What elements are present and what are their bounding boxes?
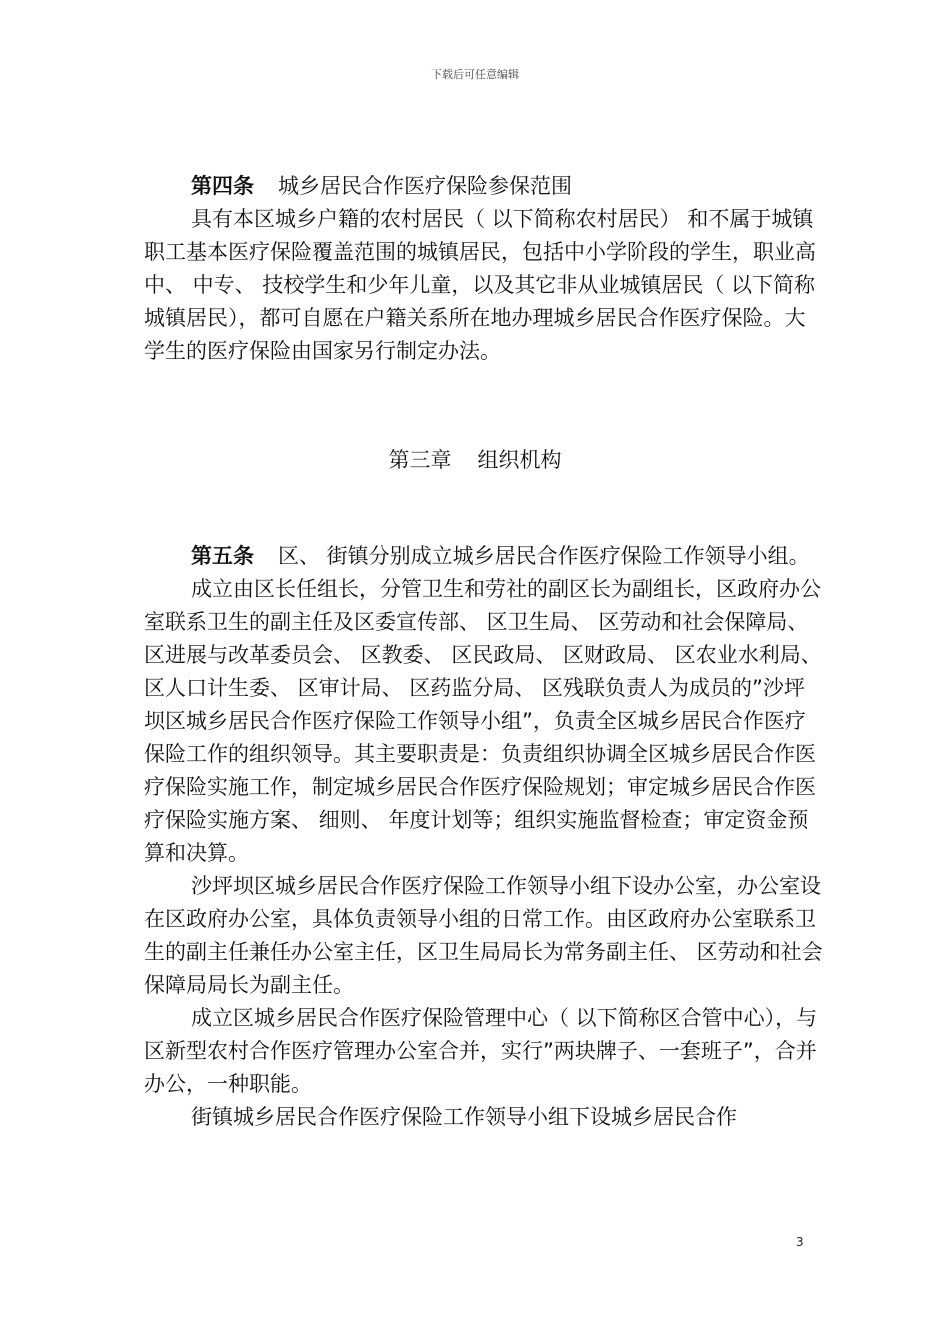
article-5-heading	[144, 540, 824, 573]
article-title: 城乡居民合作医疗保险参保范围	[278, 174, 572, 198]
page-header: 下载后可任意编辑	[431, 68, 519, 81]
article-4-section	[144, 170, 824, 368]
article-4-body: 具有本区城乡户籍的农村居民（ 以下简称农村居民） 和不属于城镇职工基本医疗保险覆盖范围的城镇居民，包括中小学阶段的学生，职业高中、 中专、 技校学生和少年儿童，以及其它非从业城镇居民（ 以下简称城镇居民），都可自愿在户籍关系所在地办理城乡居民合作医疗保险。大学生的医疗保险由国家另行制定办法。	[144, 207, 816, 363]
chapter-heading	[0, 444, 950, 477]
article-5-section	[144, 540, 824, 1134]
page-number: 3	[796, 1235, 804, 1249]
article-title: 区、 街镇分别成立城乡居民合作医疗保险工作领导小组。	[278, 544, 810, 568]
paragraph: 成立区城乡居民合作医疗保险管理中心（ 以下简称区合管中心），与区新型农村合作医疗管理办公室合并，实行”两块牌子、一套班子”，合并办公，一种职能。	[144, 1006, 818, 1096]
article-number: 第五条	[191, 544, 254, 568]
chapter-number: 第三章	[388, 448, 452, 472]
chapter-title: 组织机构	[477, 448, 562, 472]
article-number: 第四条	[191, 174, 254, 198]
paragraph: 街镇城乡居民合作医疗保险工作领导小组下设城乡居民合作	[191, 1105, 737, 1129]
paragraph: 成立由区长任组长，分管卫生和劳社的副区长为副组长，区政府办公室联系卫生的副主任及区委宣传部、 区卫生局、 区劳动和社会保障局、 区进展与改革委员会、 区教委、 区民政局、 区财政局、 区农业水利局、 区人口计生委、 区审计局、 区药监分局、 区残联负责人为成员的”沙坪坝区城乡居民合作医疗保险工作领导小组”，负责全区城乡居民合作医疗保险工作的组织领导。其主要职责是：负责组织协调全区城乡居民合作医疗保险实施工作，制定城乡居民合作医疗保险规划；审定城乡居民合作医疗保险实施方案、 细则、 年度计划等；组织实施监督检查；审定资金预算和决算。	[144, 577, 822, 865]
article-4-heading	[144, 170, 824, 203]
paragraph: 沙坪坝区城乡居民合作医疗保险工作领导小组下设办公室，办公室设在区政府办公室，具体负责领导小组的日常工作。由区政府办公室联系卫生的副主任兼任办公室主任，区卫生局局长为常务副主任、 区劳动和社会保障局局长为副主任。	[144, 874, 823, 997]
